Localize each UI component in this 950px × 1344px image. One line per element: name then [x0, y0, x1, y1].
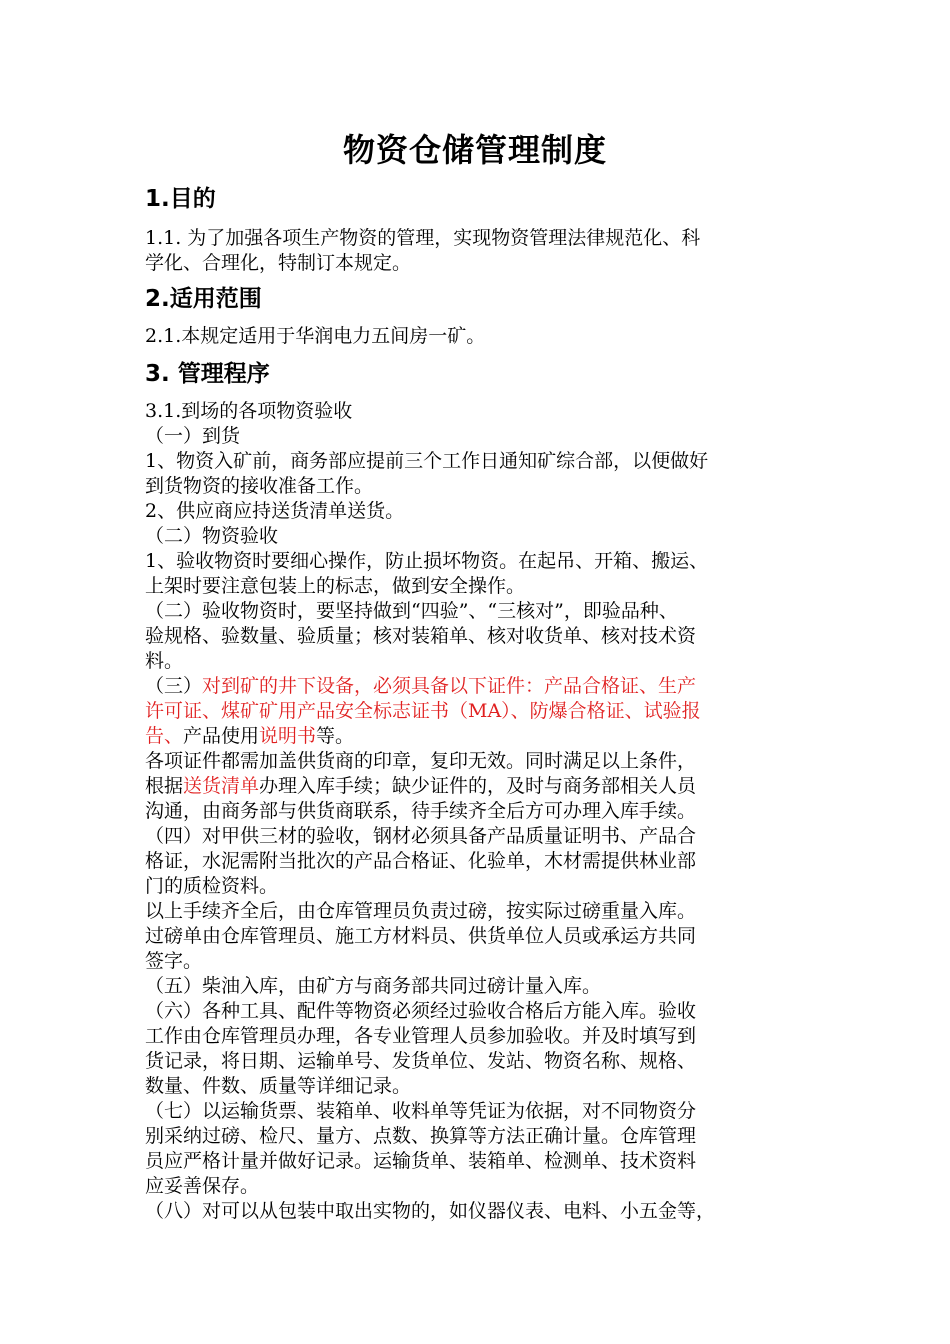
text-line: 门的质检资料。	[145, 875, 279, 897]
section-1-paragraph	[145, 226, 810, 276]
section-2-paragraph	[145, 324, 810, 349]
section-1-heading: 1.目的	[145, 186, 216, 212]
section-2-heading: 2.适用范围	[145, 286, 262, 312]
text-line	[145, 674, 810, 699]
text-line: 过磅单由仓库管理员、施工方材料员、供货单位人员或承运方共同	[145, 925, 697, 947]
highlighted-text: 告、	[145, 725, 184, 747]
text-line: （六）各种工具、配件等物资必须经过验收合格后方能入库。验收	[145, 1000, 697, 1022]
text-segment: 等。	[316, 725, 355, 747]
text-line: 员应严格计量并做好记录。运输货单、装箱单、检测单、技术资料	[145, 1150, 697, 1172]
text-line: 上架时要注意包装上的标志，做到安全操作。	[145, 575, 526, 597]
text-line: 工作由仓库管理员办理，各专业管理人员参加验收。并及时填写到	[145, 1025, 697, 1047]
text-line: 料。	[145, 650, 184, 672]
highlighted-text-line: 许可证、煤矿矿用产品安全标志证书（MA）、防爆合格证、试验报	[145, 700, 701, 722]
text-line: 沟通，由商务部与供货商联系，待手续齐全后方可办理入库手续。	[145, 800, 697, 822]
section-3-heading: 3. 管理程序	[145, 361, 270, 387]
text-line: 各项证件都需加盖供货商的印章，复印无效。同时满足以上条件，	[145, 750, 697, 772]
section-3-body	[145, 399, 810, 1224]
text-line: （一）到货	[145, 425, 241, 447]
text-line: 格证，水泥需附当批次的产品合格证、化验单，木材需提供林业部	[145, 850, 697, 872]
text-line: 2、供应商应持送货清单送货。	[145, 500, 405, 522]
text-line: （四）对甲供三材的验收，钢材必须具备产品质量证明书、产品合	[145, 825, 697, 847]
text-line: 数量、件数、质量等详细记录。	[145, 1075, 412, 1097]
text-line: 1.1. 为了加强各项生产物资的管理，实现物资管理法律规范化、科	[145, 227, 701, 249]
highlighted-text: 说明书	[259, 725, 317, 747]
text-segment: 办理入库手续；缺少证件的，及时与商务部相关人员	[259, 775, 697, 797]
text-line: （二）验收物资时，要坚持做到“四验”、“三核对”，即验品种、	[145, 600, 678, 622]
document-title: 物资仓储管理制度	[342, 131, 607, 169]
text-line: 以上手续齐全后，由仓库管理员负责过磅，按实际过磅重量入库。	[145, 900, 697, 922]
text-line: 签字。	[145, 950, 203, 972]
text-line: 货记录，将日期、运输单号、发货单位、发站、物资名称、规格、	[145, 1050, 697, 1072]
text-line: 应妥善保存。	[145, 1175, 260, 1197]
text-line: （二）物资验收	[145, 525, 279, 547]
text-line: 1、验收物资时要细心操作，防止损坏物资。在起吊、开箱、搬运、	[145, 550, 709, 572]
text-line: 学化、合理化，特制订本规定。	[145, 252, 412, 274]
text-line: 到货物资的接收准备工作。	[145, 475, 374, 497]
text-line	[145, 724, 810, 749]
text-segment: （三）	[145, 675, 203, 697]
highlighted-text: 送货清单	[183, 775, 260, 797]
text-line: 别采纳过磅、检尺、量方、点数、换算等方法正确计量。仓库管理	[145, 1125, 697, 1147]
text-line	[145, 774, 810, 799]
text-line: 验规格、验数量、验质量；核对装箱单、核对收货单、核对技术资	[145, 625, 697, 647]
text-segment: 产品使用	[183, 725, 260, 747]
highlighted-text: 对到矿的井下设备，必须具备以下证件：产品合格证、生产	[202, 675, 697, 697]
text-segment: 根据	[145, 775, 184, 797]
text-line: 3.1.到场的各项物资验收	[145, 400, 353, 422]
text-line: （七）以运输货票、装箱单、收料单等凭证为依据，对不同物资分	[145, 1100, 697, 1122]
text-line: （五）柴油入库，由矿方与商务部共同过磅计量入库。	[145, 975, 602, 997]
text-line: （八）对可以从包装中取出实物的，如仪器仪表、电料、小五金等，	[145, 1200, 716, 1222]
text-line: 1、物资入矿前，商务部应提前三个工作日通知矿综合部，以便做好	[145, 450, 709, 472]
text-line: 2.1.本规定适用于华润电力五间房一矿。	[145, 325, 486, 347]
